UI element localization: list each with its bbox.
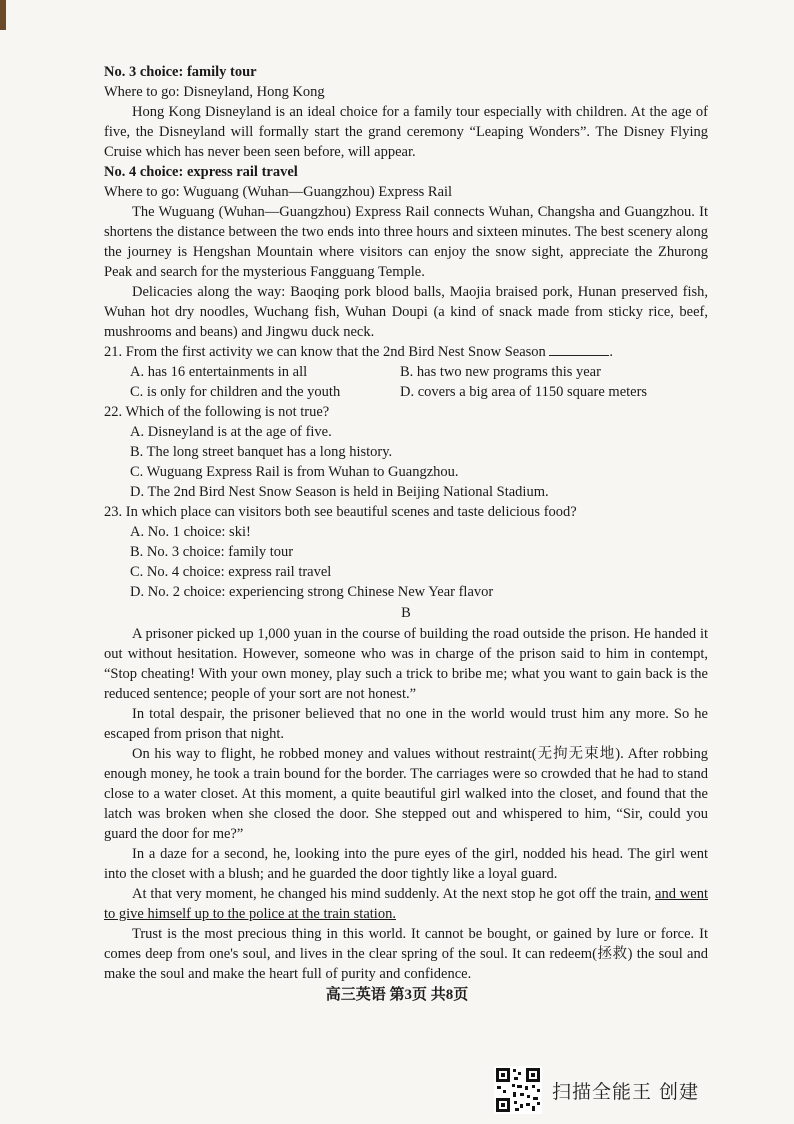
option-21d: D. covers a big area of 1150 square meters — [400, 384, 648, 400]
passage-b-last-paragraph: Trust is the most precious thing in this world. It cannot be bought, or gained by lure or force. It comes deep from one's soul, and lives in the clear spring of the soul. It can redeem(拯救) the soul and make the soul and make the heart full of purity and confidence. — [104, 926, 708, 982]
question-22-stem: 22. Which of the following is not true? — [104, 404, 330, 420]
passage-b-paragraph-4: In a daze for a second, he, looking into the pure eyes of the girl, nodded his head. The girl went into the closet with a blush; and he guarded the door tightly like a loyal guard. — [104, 846, 708, 882]
passage-b-paragraph-5 — [104, 884, 708, 924]
passage-b-paragraph-1: A prisoner picked up 1,000 yuan in the course of building the road outside the prison. He handed it out without hesitation. However, someone who was in charge of the prison said to him in contempt, “Stop cheating! With your own money, play such a trick to bribe me; what you want to gain back is the reduced sentence; people of your sort are not honest.” — [104, 626, 708, 702]
option-23a: A. No. 1 choice: ski! — [130, 524, 251, 540]
exam-page — [104, 62, 708, 984]
option-23b: B. No. 3 choice: family tour — [130, 544, 294, 560]
option-22b: B. The long street banquet has a long history. — [130, 444, 393, 460]
option-22c: C. Wuguang Express Rail is from Wuhan to Guangzhou. — [130, 464, 459, 480]
option-22d: D. The 2nd Bird Nest Snow Season is held in Beijing National Stadium. — [130, 484, 549, 500]
choice4-title: No. 4 choice: express rail travel — [104, 164, 298, 180]
scanner-app-text: 扫描全能王 创建 — [552, 1080, 700, 1103]
question-21-options-row1 — [104, 362, 708, 382]
choice3-paragraph: Hong Kong Disneyland is an ideal choice for a family tour especially with children. At the age of five, the Disneyland will formally start the grand ceremony “Leaping Wonders”. The Disney Flying Cruise which has never been seen before, will appear. — [104, 104, 708, 160]
choice4-where: Where to go: Wuguang (Wuhan—Guangzhou) Express Rail — [104, 184, 453, 200]
qr-code-icon — [494, 1066, 542, 1114]
option-21a: A. has 16 entertainments in all — [130, 364, 308, 380]
option-21b: B. has two new programs this year — [400, 364, 601, 380]
scanner-watermark — [494, 1066, 699, 1114]
question-21: 21. From the first activity we can know that the 2nd Bird Nest Snow Season . — [104, 344, 614, 360]
section-b-label: B — [401, 605, 411, 621]
underlined-sentence: and went to give himself up to the police at the train station. — [104, 886, 708, 922]
passage-b-paragraph-2: In total despair, the prisoner believed that no one in the world would trust him any more. So he escaped from prison that night. — [104, 706, 708, 742]
question-21-stem: 21. From the first activity we can know that the 2nd Bird Nest Snow Season — [104, 344, 546, 360]
question-21-options-row2 — [104, 382, 708, 402]
page-edge-mark — [0, 0, 6, 30]
page-footer: 高三英语 第3页 共8页 — [325, 987, 469, 1003]
option-23d: D. No. 2 choice: experiencing strong Chinese New Year flavor — [130, 584, 494, 600]
option-21c: C. is only for children and the youth — [130, 384, 341, 400]
choice3-title: No. 3 choice: family tour — [104, 64, 257, 80]
passage-b-paragraph-3: On his way to flight, he robbed money and values without restraint(无拘无束地). After robbing enough money, he took a train bound for the border. The carriages were so crowded that he had to stand close to a water closet. At this moment, a quite beautiful girl walked into the closet, and found that the latch was broken when she closed the door. She stepped out and whispered to him, “Sir, could you guard the door for me?” — [104, 746, 708, 842]
choice4-paragraph: The Wuguang (Wuhan—Guangzhou) Express Rail connects Wuhan, Changsha and Guangzhou. It shortens the distance between the two ends into three hours and sixteen minutes. The best scenery along the journey is Hengshan Mountain where visitors can enjoy the snow sight, appreciate the Zhurong Peak and search for the mysterious Fangguang Temple. — [104, 204, 708, 280]
choice4-delicacies: Delicacies along the way: Baoqing pork blood balls, Maojia braised pork, Hunan preserved fish, Wuhan hot dry noodles, Wuchang fish, Wuhan Doupi (a kind of snack made from sticky rice, beef, mushrooms and beans) and Jingwu duck neck. — [104, 284, 708, 340]
passage-b-paragraph-5-text: At that very moment, he changed his mind suddenly. At the next stop he got off the train, — [132, 886, 656, 902]
option-22a: A. Disneyland is at the age of five. — [130, 424, 332, 440]
answer-blank — [549, 343, 609, 356]
option-23c: C. No. 4 choice: express rail travel — [130, 564, 332, 580]
question-23-stem: 23. In which place can visitors both see beautiful scenes and taste delicious food? — [104, 504, 577, 520]
choice3-where: Where to go: Disneyland, Hong Kong — [104, 84, 325, 100]
